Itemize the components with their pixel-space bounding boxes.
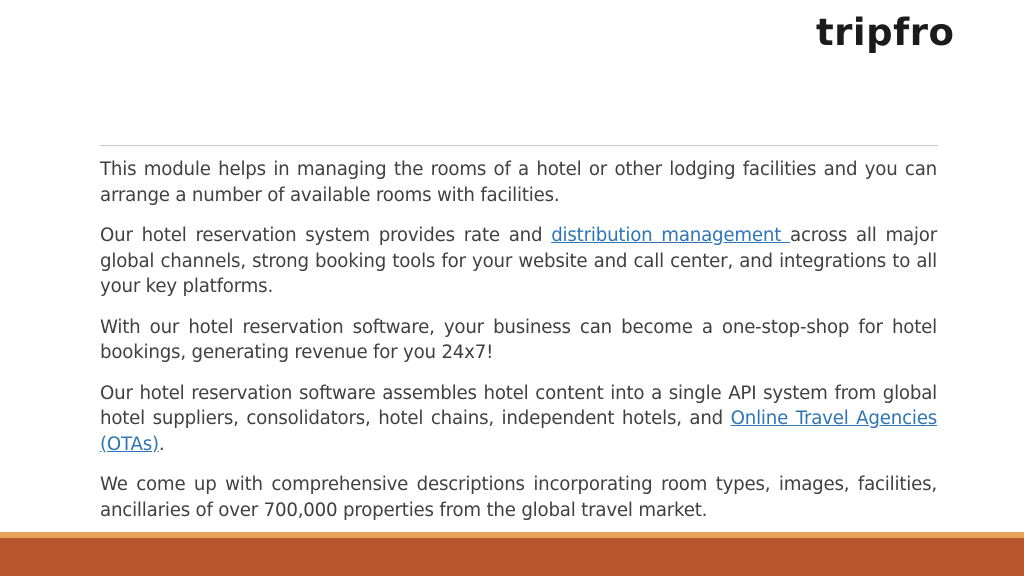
- paragraph-text: across all major global channels, strong booking tools for your website and call center, and integrations to all your key platforms.: [100, 225, 937, 297]
- paragraph-text: Our hotel reservation software assembles hotel content into a single API system from global hotel suppliers, consolidators, hotel chains, independent hotels, and: [100, 382, 937, 429]
- paragraph-text: .: [158, 433, 165, 455]
- footer-band: [0, 538, 1024, 576]
- paragraph-text: Our hotel reservation system provides rate and: [100, 225, 552, 246]
- tripfro-logo: tripfro: [816, 11, 955, 54]
- paragraph-reservation-system: [100, 223, 937, 300]
- divider-line: [100, 145, 938, 146]
- paragraph-module: This module helps in managing the rooms of a hotel or other lodging facilities and you can arrange a number of available rooms with facilities.: [100, 159, 937, 206]
- paragraph-one-stop-shop: With our hotel reservation software, your business can become a one-stop-shop for hotel bookings, generating revenue for you 24x7!: [100, 316, 937, 363]
- paragraph-descriptions: We come up with comprehensive descriptions incorporating room types, images, facilities, ancillaries of over 700,000 properties from the global travel market.: [100, 474, 937, 521]
- content-body: [100, 157, 937, 538]
- distribution-management-link[interactable]: distribution management: [551, 225, 790, 246]
- online-travel-agencies-link[interactable]: Online Travel Agencies (OTAs): [100, 408, 937, 455]
- paragraph-api-system: [100, 381, 937, 458]
